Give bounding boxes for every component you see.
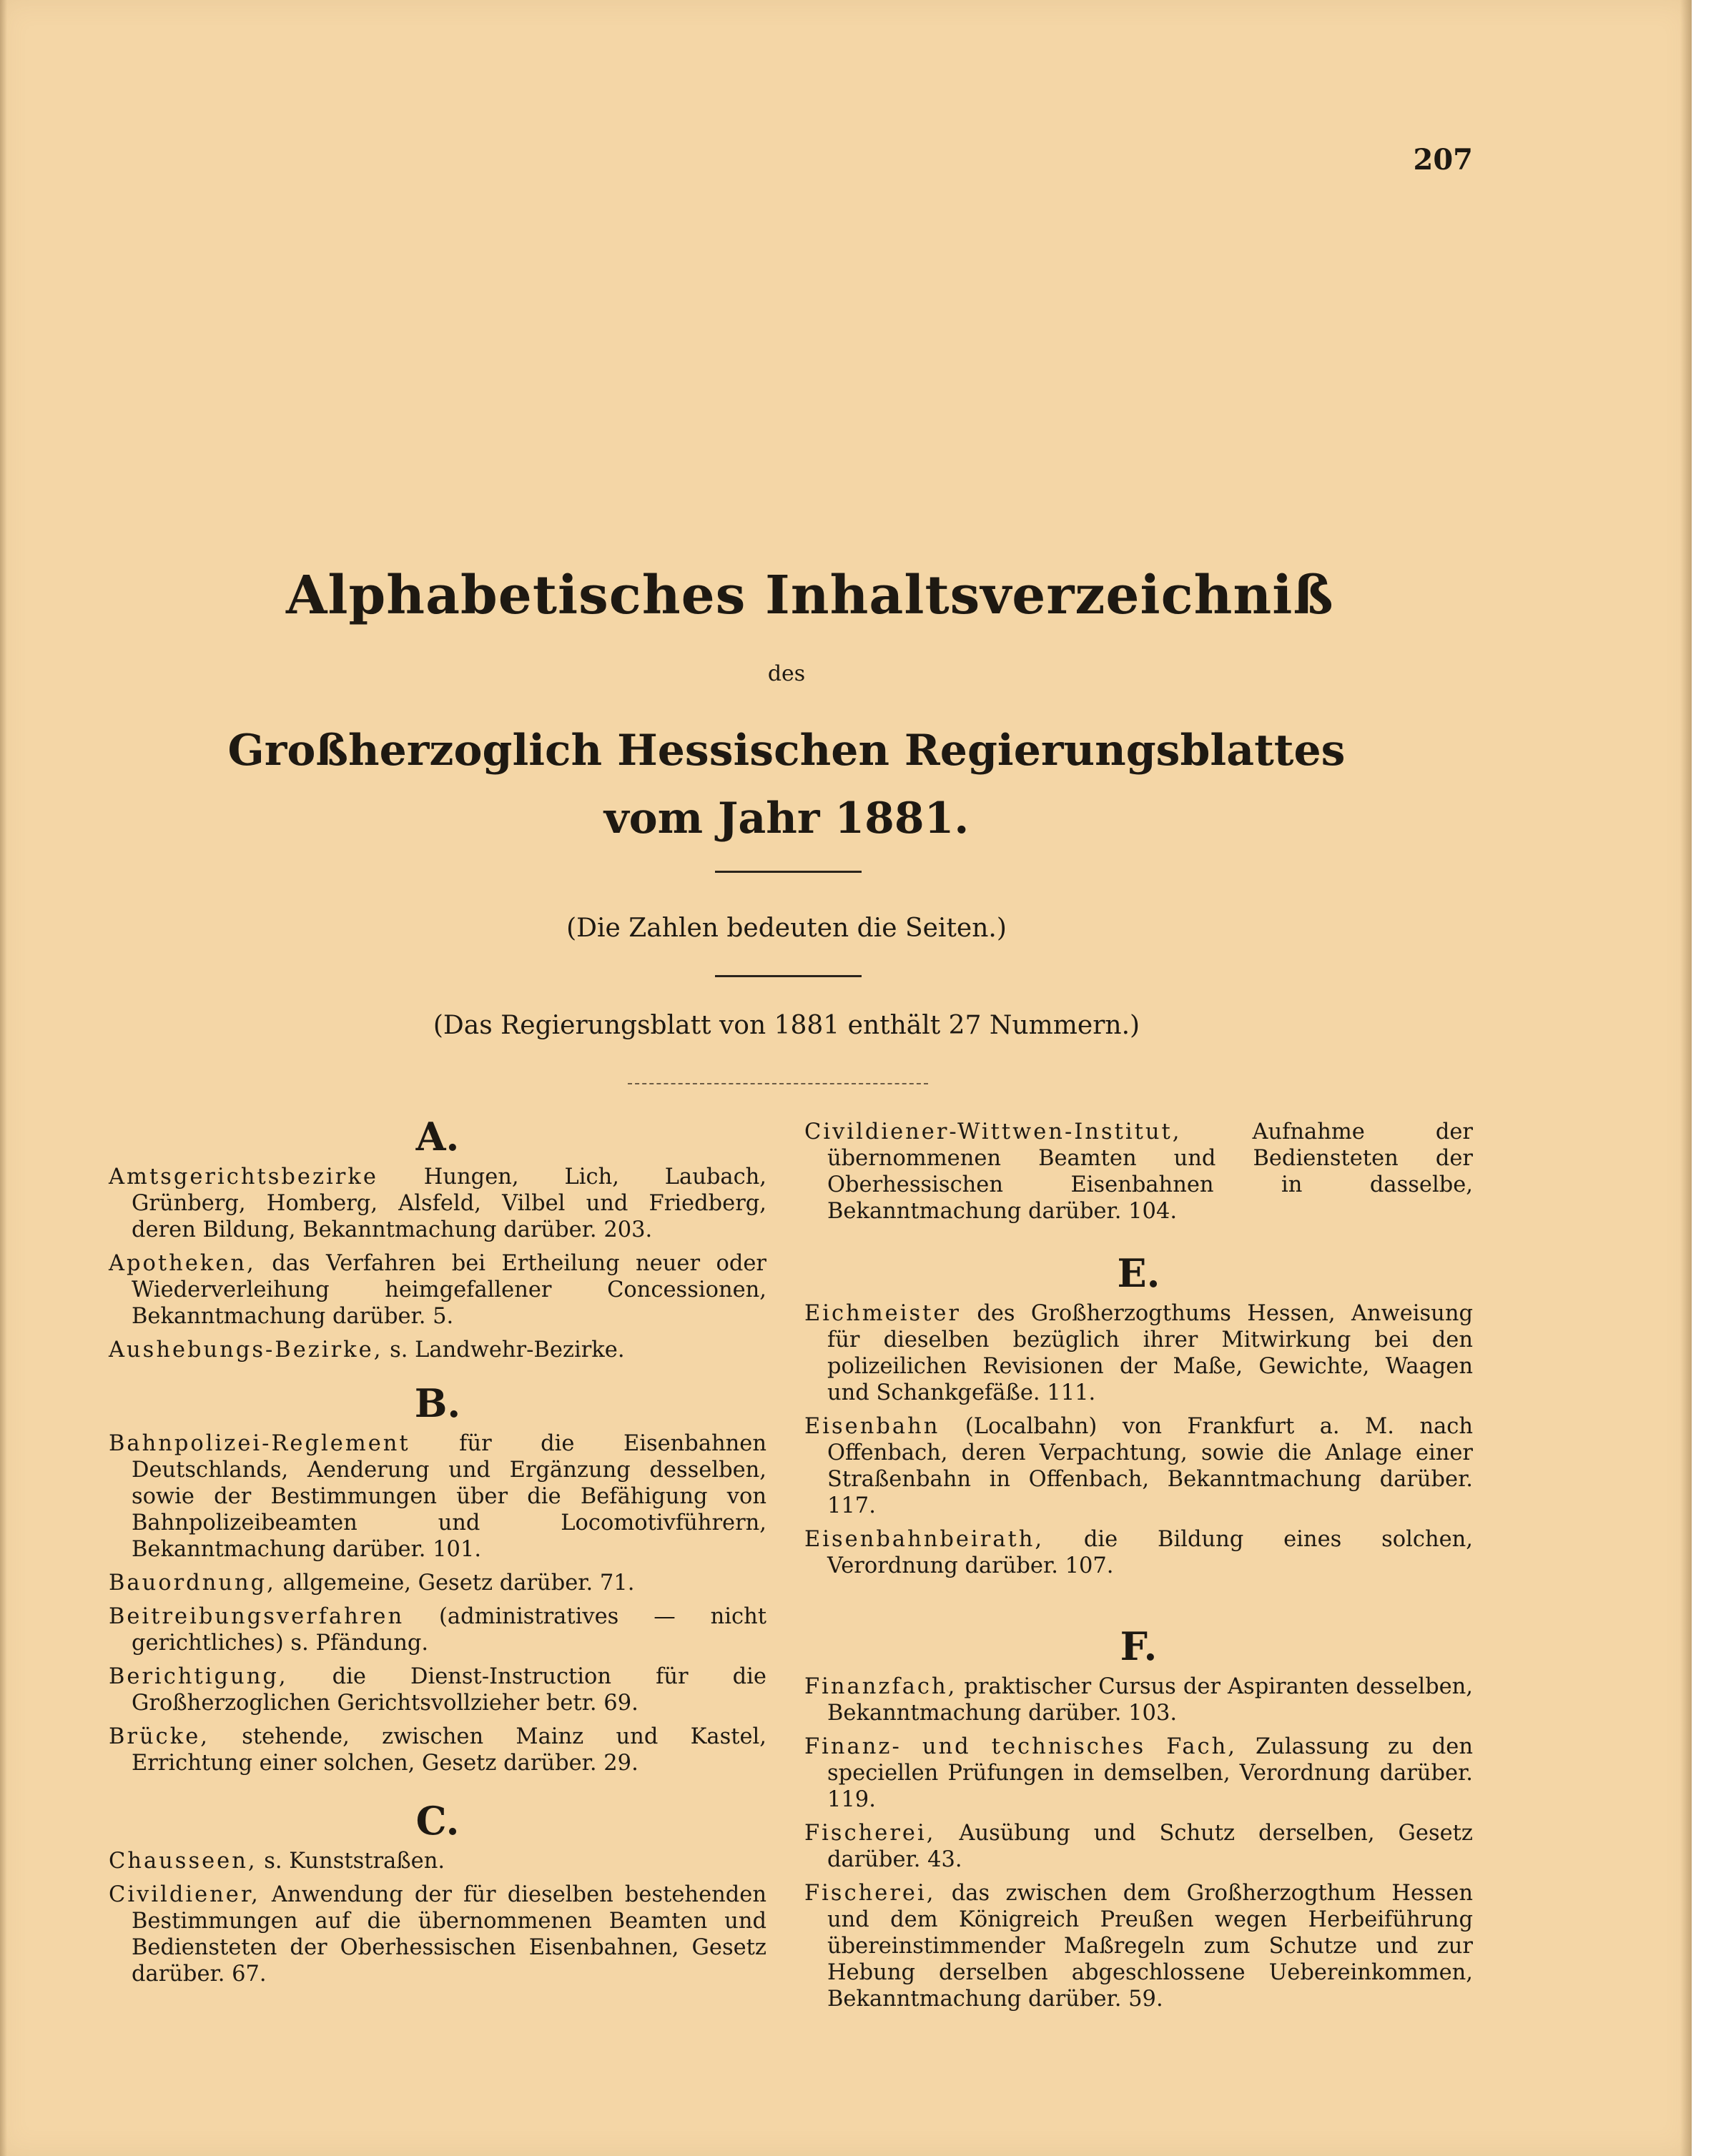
entry-keyword: Aushebungs-Bezirke, [109,1337,383,1363]
entry-keyword: Finanz- und technisches Fach, [804,1734,1237,1759]
index-entry [109,1164,766,1243]
index-entry [804,1526,1473,1579]
entry-keyword: Brücke, [109,1724,209,1749]
entry-text: s. Landwehr-Bezirke. [383,1337,625,1363]
pages-note: (Die Zahlen bedeuten die Seiten.) [566,914,1007,943]
entry-text: (Localbahn) von Frankfurt a. M. nach Offenbach, deren Verpachtung, sowie die Anlage einer Straßenbahn in Offenbach, Bekanntmachung darüber. 117. [827,1414,1473,1518]
entry-text: Anwendung der für dieselben bestehenden Bestimmungen auf die übernommenen Beamten und Bediensteten der Oberhessischen Eisenbahnen, Gesetz darüber. 67. [132,1882,766,1987]
entry-text: praktischer Cursus der Aspiranten desselben, Bekanntmachung darüber. 103. [827,1674,1473,1726]
index-column-left [109,1115,766,1994]
entry-text: Ausübung und Schutz derselben, Gesetz darüber. 43. [827,1821,1473,1872]
index-entry [109,1430,766,1563]
entry-keyword: Bauordnung, [109,1571,276,1596]
entry-text: die Dienst-Instruction für die Großherzoglichen Gerichtsvollzieher betr. 69. [132,1664,766,1716]
entry-keyword: Eisenbahnbeirath, [804,1527,1045,1552]
section-letter-c: C. [415,1798,460,1844]
title-connector: des [767,661,806,686]
divider-rule [715,871,862,873]
entry-text: die Bildung eines solchen, Verordnung darüber. 107. [827,1527,1473,1578]
entry-keyword: Apotheken, [109,1251,256,1276]
section-letter-b: B. [414,1380,461,1426]
section-letter-e: E. [1117,1250,1160,1296]
entry-text: Aufnahme der übernommenen Beamten und Bediensteten der Oberhessischen Eisenbahnen in dasselbe, Bekanntmachung darüber. 104. [827,1119,1473,1224]
entry-text: das Verfahren bei Ertheilung neuer oder Wiederverleihung heimgefallener Concessionen, Bekanntmachung darüber. 5. [132,1251,766,1329]
index-entry [109,1337,766,1363]
entry-text: allgemeine, Gesetz darüber. 71. [275,1571,635,1596]
entry-text: s. Kunststraßen. [257,1849,445,1874]
entry-keyword: Eichmeister [804,1301,962,1326]
entry-text: das zwischen dem Großherzogthum Hessen und dem Königreich Preußen wegen Herbeiführung übereinstimmender Maßregeln zum Schutze und zur Hebung derselben abgeschlossene Uebereinkommen, Bekanntmachung darüber. 59. [827,1881,1473,2012]
page-right-edge [1680,0,1692,2156]
entry-keyword: Berichtigung, [109,1664,288,1689]
entry-keyword: Amtsgerichtsbezirke [109,1164,378,1190]
index-entry [804,1820,1473,1873]
index-entry [804,1413,1473,1519]
entry-text: für die Eisenbahnen Deutschlands, Aenderung und Ergänzung desselben, sowie der Bestimmungen über die Befähigung von Bahnpolizeibeamten und Locomotivführern, Bekanntmachung darüber. 101. [132,1431,766,1562]
entry-keyword: Bahnpolizei-Reglement [109,1431,410,1456]
index-column-right [804,1119,1473,2019]
index-entry [109,1570,766,1596]
page-left-edge [0,0,7,2156]
index-entry [804,1300,1473,1406]
wavy-divider [628,1083,928,1084]
index-entry [804,1734,1473,1813]
subtitle-line-2: vom Jahr 1881. [603,793,970,844]
entry-keyword: Fischerei, [804,1821,936,1846]
index-entry [109,1603,766,1656]
section-letter-f: F. [1120,1623,1158,1669]
section-letter-a: A. [415,1114,460,1159]
page-number: 207 [1413,143,1473,177]
entry-text: Zulassung zu den speciellen Prüfungen in demselben, Verordnung darüber. 119. [827,1734,1473,1812]
index-entry [804,1880,1473,2012]
entry-keyword: Beitreibungsverfahren [109,1604,405,1629]
entry-keyword: Eisenbahn [804,1414,940,1439]
index-entry [804,1119,1473,1225]
index-entry [109,1250,766,1330]
entry-text: des Großherzogthums Hessen, Anweisung für dieselben bezüglich ihrer Mitwirkung bei den polizeilichen Revisionen der Maße, Gewichte, Waagen und Schankgefäße. 111. [827,1301,1473,1405]
entry-keyword: Fischerei, [804,1881,936,1906]
entry-keyword: Finanzfach, [804,1674,957,1699]
index-entry [109,1881,766,1987]
page-title: Alphabetisches Inhaltsverzeichniß [286,565,1334,626]
entry-text: stehende, zwischen Mainz und Kastel, Errichtung einer solchen, Gesetz darüber. 29. [132,1724,766,1776]
entry-text: (administratives — nicht gerichtliches) s. Pfändung. [132,1604,766,1656]
entry-keyword: Civildiener-Wittwen-Institut, [804,1119,1182,1144]
divider-rule [715,975,862,977]
entry-text: Hungen, Lich, Laubach, Grünberg, Homberg, Alsfeld, Vilbel und Friedberg, deren Bildung, Bekanntmachung darüber. 203. [132,1164,766,1242]
subtitle-line-1: Großherzoglich Hessischen Regierungsblattes [227,726,1346,776]
index-entry [109,1848,766,1874]
index-entry [804,1673,1473,1726]
entry-keyword: Chausseen, [109,1849,257,1874]
entry-keyword: Civildiener, [109,1882,260,1907]
index-entry [109,1663,766,1716]
index-entry [109,1724,766,1776]
issues-note: (Das Regierungsblatt von 1881 enthält 27 Nummern.) [433,1011,1140,1040]
